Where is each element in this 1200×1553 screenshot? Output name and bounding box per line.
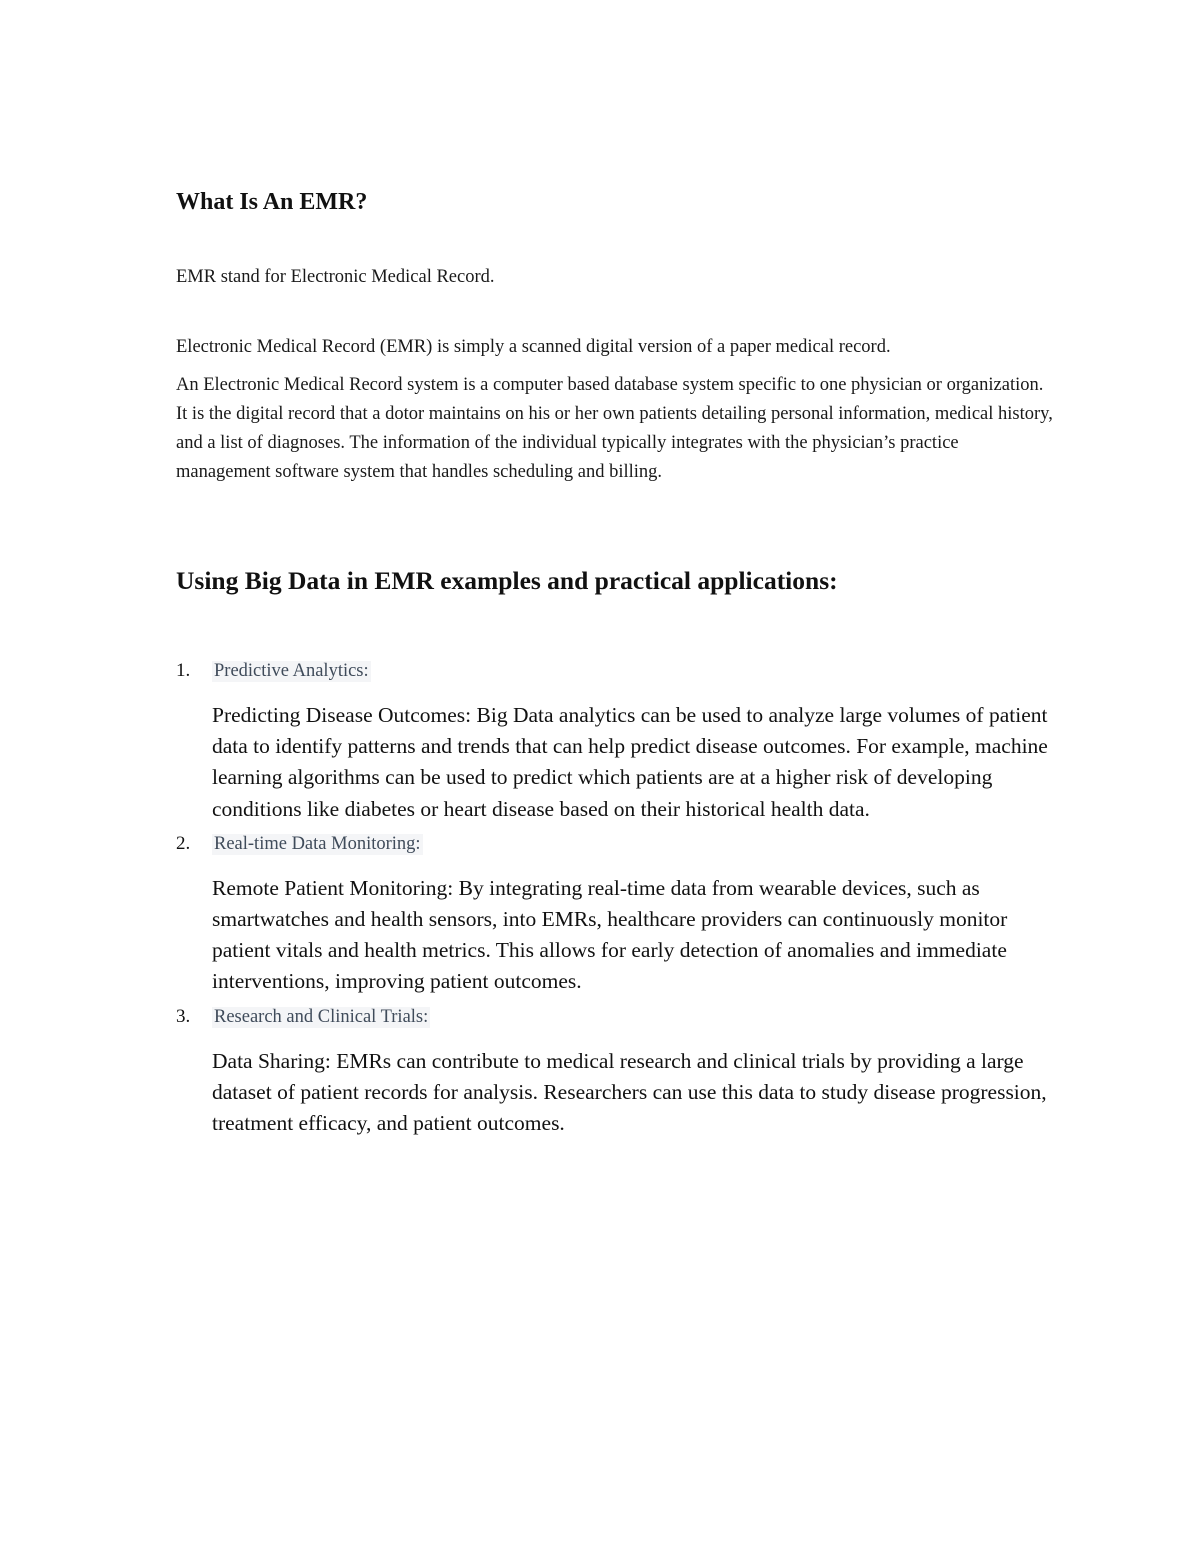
list-item-title: Real-time Data Monitoring:	[214, 833, 421, 854]
list-item-body: Remote Patient Monitoring: By integrating real-time data from wearable devices, such as smartwatches and health sensors, into EMRs, healthcare providers can continuously monitor patient vitals and health metrics. This allows for early detection of anomalies and immediate interventions, improving patient outcomes.	[212, 875, 1008, 994]
list-item-number: 3.	[176, 1005, 191, 1027]
definition-paragraph: An Electronic Medical Record system is a computer based database system specific to one physician or organization. It is the digital record that a dotor maintains on his or her own patients detailing personal information, medical history, and a list of diagnoses. The information of the individual typically integrates with the physician’s practice management software system that handles scheduling and billing.	[176, 375, 1053, 482]
list-item-body: Data Sharing: EMRs can contribute to medical research and clinical trials by providing a large dataset of patient records for analysis. Researchers can use this data to study disease progression, treatment efficacy, and patient outcomes.	[212, 1048, 1047, 1136]
list-item-title: Research and Clinical Trials:	[214, 1006, 429, 1027]
list-item-number: 1.	[176, 660, 191, 681]
list-item-body: Predicting Disease Outcomes: Big Data analytics can be used to analyze large volumes of patient data to identify patterns and trends that can help predict disease outcomes. For example, machine learning algorithms can be used to predict which patients are at a higher risk of developing conditions like diabetes or heart disease based on their historical health data.	[212, 703, 1048, 821]
list-item	[176, 833, 1076, 998]
list-item-number: 2.	[176, 832, 191, 854]
page-title: What Is An EMR?	[176, 189, 368, 215]
list-item-title: Predictive Analytics:	[214, 661, 369, 681]
applications-list	[176, 660, 1076, 1147]
list-item	[176, 1006, 1076, 1140]
list-item	[176, 660, 1076, 825]
section-heading: Using Big Data in EMR examples and practical applications:	[176, 566, 838, 595]
definition-line: EMR stand for Electronic Medical Record.	[176, 267, 495, 287]
definition-line: Electronic Medical Record (EMR) is simply a scanned digital version of a paper medical record.	[176, 337, 891, 357]
